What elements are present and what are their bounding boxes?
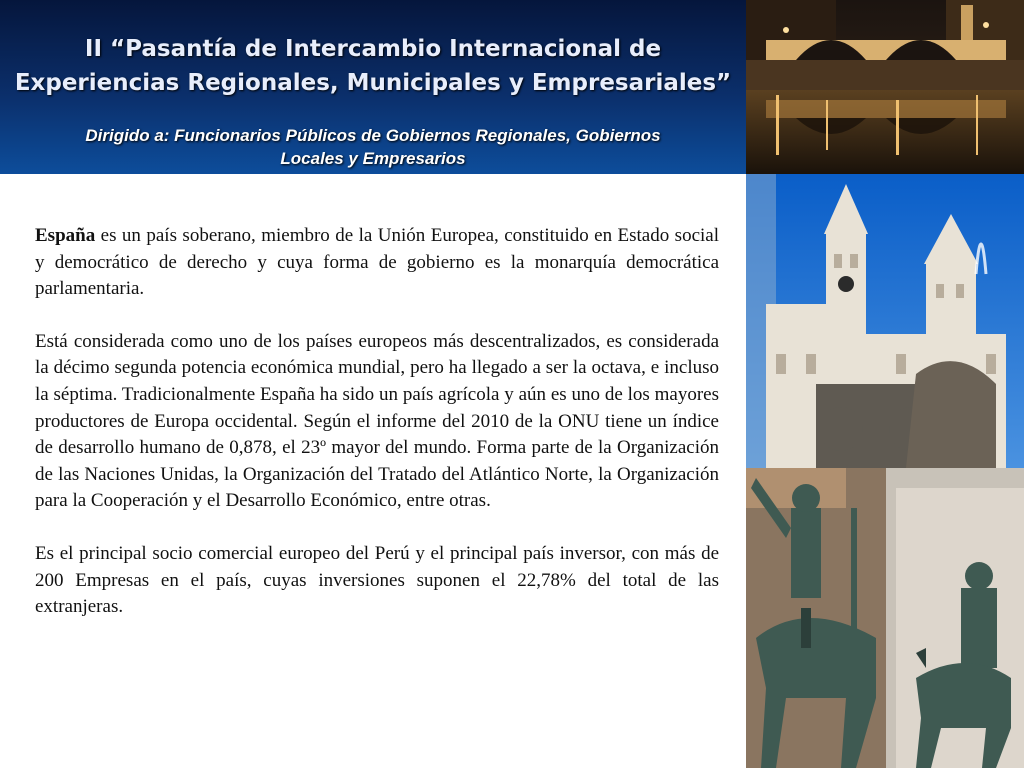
paragraph-spain-economy: Está considerada como uno de los países europeos más descentralizados, es considerada la décimo segunda potencia económica mundial, pero ha llegado a ser la octava, e incluso la séptima. Tradicionalmente España ha sido un país agrícola y aún es uno de los mayores productores de Europa occidental. Según el informe del 2010 de la ONU tiene un índice de desarrollo humano de 0,878, el 23º mayor del mundo. Forma parte de la Organización de las Naciones Unidas, la Organización del Tratado del Atlántico Norte, la Organización para la Cooperación y el Desarrollo Económico, entre otras. xyxy=(35,330,719,512)
paragraph-spain-peru: Es el principal socio comercial europeo del Perú y el principal país inversor, con más de 200 Empresas en el país, cuyas inversiones suponen el 22,78% del total de las extranjeras. xyxy=(35,542,719,618)
body-content xyxy=(35,223,719,647)
subtitle-line-1: Dirigido a: Funcionarios Públicos de Gobiernos Regionales, Gobiernos xyxy=(85,126,661,145)
title-line-1: II “Pasantía de Intercambio Internacional de xyxy=(84,36,662,62)
spain-keyword: España xyxy=(35,225,96,246)
slide-subtitle xyxy=(20,124,726,170)
statue-monument-photo xyxy=(746,468,1024,768)
subtitle-line-2: Locales y Empresarios xyxy=(280,149,466,168)
paragraph-spain-intro-text: es un país soberano, miembro de la Unión Europea, constituido en Estado social y democrático de derecho y cuya forma de gobierno es la monarquía democrática parlamentaria. xyxy=(35,225,719,300)
slide-header xyxy=(0,0,746,174)
paragraph-spain-intro xyxy=(35,223,719,303)
palace-fountain-photo xyxy=(746,174,1024,468)
photo-column xyxy=(746,0,1024,768)
slide-title xyxy=(0,32,746,100)
bridge-night-photo xyxy=(746,0,1024,174)
title-line-2: Experiencias Regionales, Municipales y Empresariales” xyxy=(14,70,732,96)
